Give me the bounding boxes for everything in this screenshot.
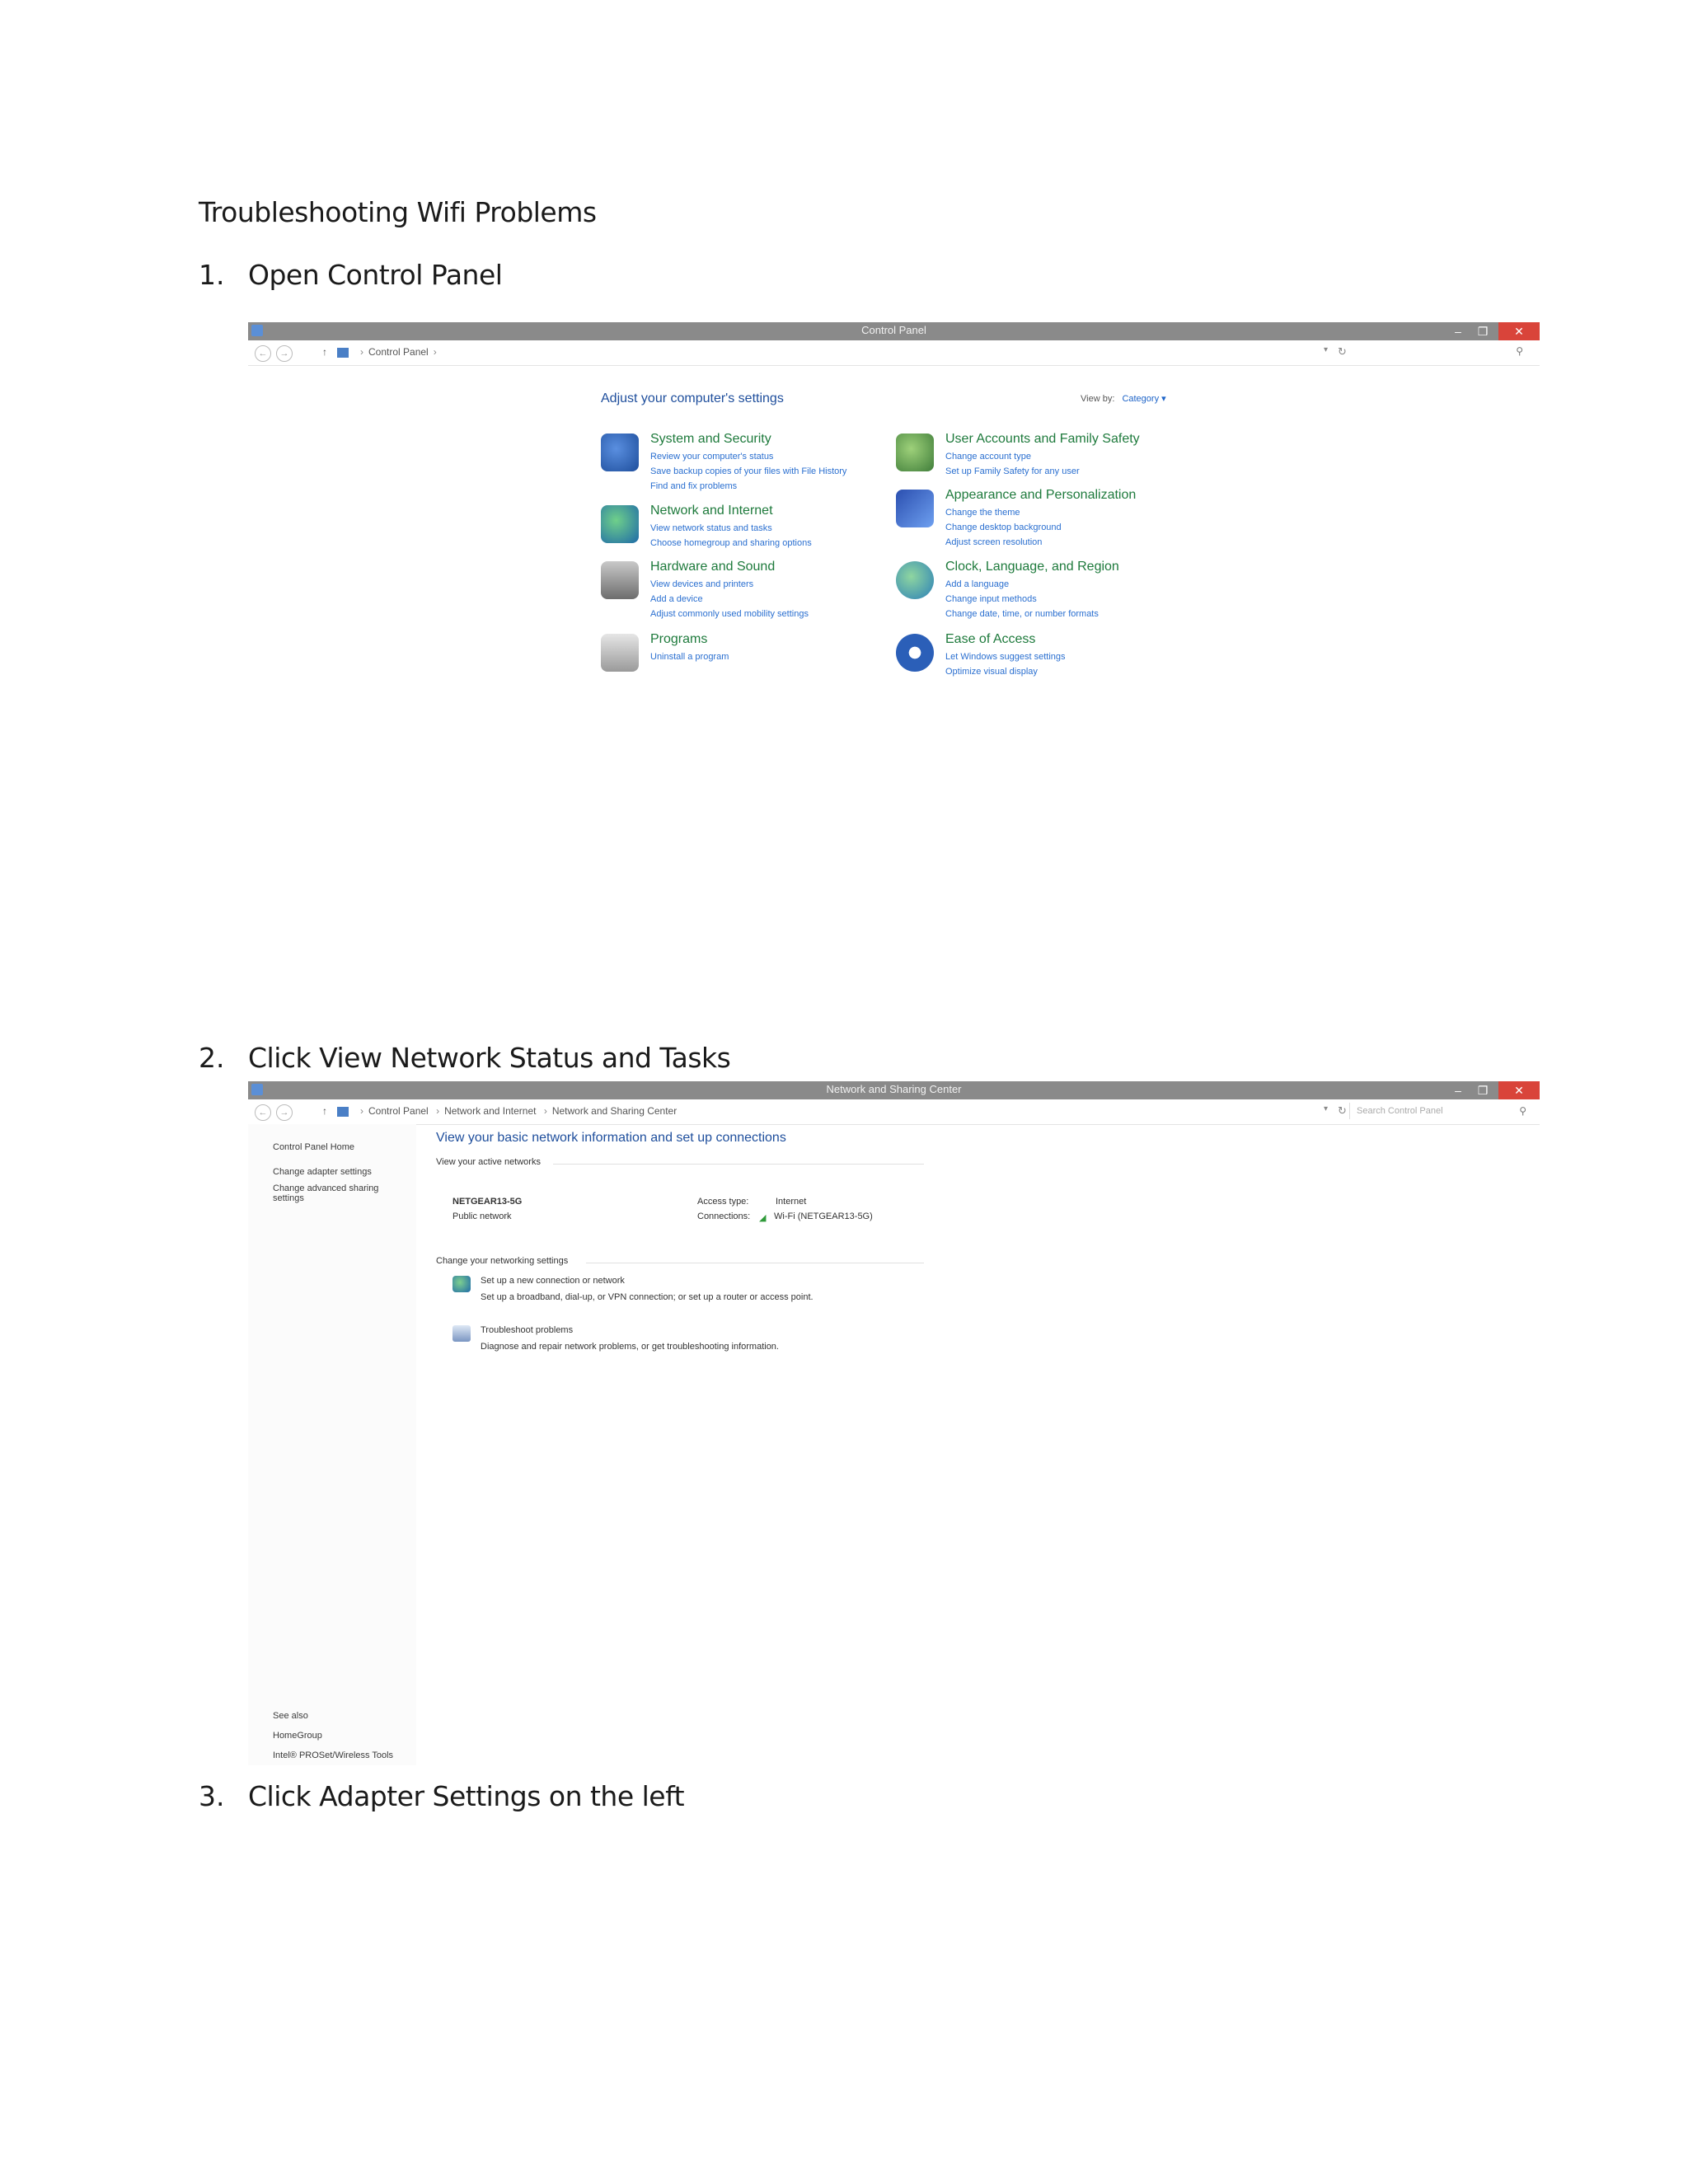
minimize-button[interactable]: –	[1455, 325, 1461, 338]
network-center-address-bar	[248, 1099, 1540, 1125]
connections-label: Connections:	[697, 1212, 751, 1221]
category-link-programs[interactable]: Programs	[650, 632, 708, 646]
sublink-view-network-status[interactable]: View network status and tasks	[650, 523, 772, 533]
sublink-find-fix[interactable]: Find and fix problems	[650, 481, 738, 491]
see-also-heading: See also	[273, 1711, 308, 1721]
access-type-value: Internet	[776, 1197, 807, 1207]
back-arrow-icon[interactable]: ←	[255, 345, 271, 362]
back-arrow-icon[interactable]: ←	[255, 1104, 271, 1121]
new-connection-icon	[452, 1276, 471, 1292]
category-link-clock-language[interactable]: Clock, Language, and Region	[945, 560, 1119, 574]
users-icon	[896, 434, 934, 471]
step-2-text: Click View Network Status and Tasks	[248, 1042, 731, 1074]
step-2-number: 2.	[199, 1042, 225, 1074]
search-placeholder: Search Control Panel	[1357, 1106, 1443, 1116]
minimize-button[interactable]: –	[1455, 1084, 1461, 1097]
category-link-network-internet[interactable]: Network and Internet	[650, 504, 773, 518]
wifi-signal-icon: ◢	[759, 1213, 767, 1223]
sublink-desktop-background[interactable]: Change desktop background	[945, 523, 1062, 532]
sublink-date-time-formats[interactable]: Change date, time, or number formats	[945, 609, 1099, 619]
chevron-down-icon[interactable]: ▾	[1324, 345, 1329, 354]
sublink-screen-resolution[interactable]: Adjust screen resolution	[945, 537, 1043, 547]
setup-connection-link[interactable]: Set up a new connection or network	[481, 1276, 625, 1286]
sublink-add-language[interactable]: Add a language	[945, 579, 1010, 589]
page-heading: Adjust your computer's settings	[601, 391, 784, 405]
sublink-change-account-type[interactable]: Change account type	[945, 452, 1031, 462]
network-name: NETGEAR13-5G	[452, 1197, 523, 1207]
control-panel-window	[248, 322, 1540, 743]
sublink-add-device[interactable]: Add a device	[650, 594, 703, 604]
view-by[interactable]	[1081, 393, 1166, 404]
category-link-appearance[interactable]: Appearance and Personalization	[945, 488, 1137, 502]
troubleshoot-problems-link[interactable]: Troubleshoot problems	[481, 1325, 574, 1335]
control-panel-titlebar	[248, 322, 1540, 340]
category-link-hardware-sound[interactable]: Hardware and Sound	[650, 560, 776, 574]
globe-network-icon	[601, 505, 639, 543]
up-arrow-icon[interactable]: ↑	[322, 346, 327, 358]
sublink-change-theme[interactable]: Change the theme	[945, 508, 1020, 518]
clock-globe-icon	[896, 561, 934, 599]
control-panel-folder-icon	[337, 348, 349, 358]
close-button[interactable]: ✕	[1498, 1081, 1540, 1099]
control-panel-address-bar	[248, 340, 1540, 366]
close-button[interactable]: ✕	[1498, 322, 1540, 340]
search-icon[interactable]: ⚲	[1519, 1105, 1526, 1117]
nav-control-panel-home[interactable]: Control Panel Home	[273, 1142, 355, 1152]
category-link-ease-of-access[interactable]: Ease of Access	[945, 632, 1036, 646]
breadcrumb-network-sharing-center[interactable]: Network and Sharing Center	[551, 1105, 678, 1117]
search-icon[interactable]: ⚲	[1516, 345, 1523, 357]
refresh-icon[interactable]: ↻	[1338, 345, 1347, 358]
active-networks-label: View your active networks	[436, 1157, 541, 1167]
troubleshoot-icon	[452, 1325, 471, 1342]
maximize-button[interactable]: ❐	[1477, 325, 1489, 338]
appearance-icon	[896, 490, 934, 527]
wifi-connection-link[interactable]: Wi-Fi (NETGEAR13-5G)	[774, 1212, 873, 1221]
network-folder-icon	[337, 1107, 349, 1117]
step-3-text: Click Adapter Settings on the left	[248, 1780, 685, 1812]
troubleshoot-description: Diagnose and repair network problems, or get troubleshooting information.	[481, 1342, 779, 1352]
step-1-text: Open Control Panel	[248, 259, 503, 291]
change-settings-label: Change your networking settings	[436, 1256, 569, 1266]
access-type-label: Access type:	[697, 1197, 749, 1207]
sublink-save-backup[interactable]: Save backup copies of your files with File History	[650, 466, 847, 476]
shield-icon	[601, 434, 639, 471]
sublink-homegroup-sharing[interactable]: Choose homegroup and sharing options	[650, 538, 812, 548]
printer-icon	[601, 561, 639, 599]
sublink-mobility-settings[interactable]: Adjust commonly used mobility settings	[650, 609, 809, 619]
sublink-input-methods[interactable]: Change input methods	[945, 594, 1037, 604]
see-also-intel-proset[interactable]: Intel® PROSet/Wireless Tools	[273, 1750, 394, 1760]
up-arrow-icon[interactable]: ↑	[322, 1105, 327, 1117]
nav-advanced-sharing-settings[interactable]: Change advanced sharing settings	[273, 1183, 379, 1203]
sublink-review-status[interactable]: Review your computer's status	[650, 452, 774, 462]
sublink-uninstall-program[interactable]: Uninstall a program	[650, 652, 729, 662]
breadcrumb[interactable]: › Control Panel › Network and Internet › Network and Sharing Center	[360, 1105, 678, 1117]
breadcrumb-control-panel[interactable]: Control Panel	[368, 1105, 429, 1117]
view-by-label: View by:	[1081, 394, 1115, 404]
breadcrumb-network-internet[interactable]: Network and Internet	[444, 1105, 537, 1117]
category-link-user-accounts[interactable]: User Accounts and Family Safety	[945, 432, 1140, 446]
setup-connection-description: Set up a broadband, dial-up, or VPN connection; or set up a router or access point.	[481, 1292, 814, 1302]
maximize-button[interactable]: ❐	[1477, 1084, 1489, 1097]
sublink-devices-printers[interactable]: View devices and printers	[650, 579, 754, 589]
network-type-link[interactable]: Public network	[452, 1212, 512, 1221]
forward-arrow-icon[interactable]: →	[276, 345, 293, 362]
breadcrumb[interactable]: › Control Panel ›	[360, 346, 437, 358]
category-link-system-security[interactable]: System and Security	[650, 432, 771, 446]
breadcrumb-control-panel[interactable]: Control Panel	[368, 346, 429, 358]
sublink-suggest-settings[interactable]: Let Windows suggest settings	[945, 652, 1066, 662]
active-networks-divider	[553, 1164, 924, 1165]
ease-of-access-icon	[896, 634, 934, 672]
see-also-homegroup[interactable]: HomeGroup	[273, 1731, 322, 1741]
network-center-window-title: Network and Sharing Center	[826, 1083, 962, 1095]
document-title: Troubleshooting Wifi Problems	[199, 196, 597, 228]
left-navigation-pane	[248, 1124, 416, 1765]
network-center-window	[248, 1081, 1540, 1765]
search-input[interactable]	[1349, 1103, 1530, 1119]
programs-icon	[601, 634, 639, 672]
sublink-optimize-display[interactable]: Optimize visual display	[945, 667, 1038, 677]
sublink-family-safety[interactable]: Set up Family Safety for any user	[945, 466, 1080, 476]
step-1-number: 1.	[199, 259, 225, 291]
view-by-dropdown[interactable]: Category ▾	[1122, 394, 1166, 404]
forward-arrow-icon[interactable]: →	[276, 1104, 293, 1121]
network-center-titlebar	[248, 1081, 1540, 1099]
chevron-down-icon[interactable]: ▾	[1324, 1104, 1329, 1113]
page-heading: View your basic network information and set up connections	[436, 1131, 786, 1145]
control-panel-window-title: Control Panel	[861, 324, 926, 336]
step-3-number: 3.	[199, 1780, 225, 1812]
refresh-icon[interactable]: ↻	[1338, 1104, 1347, 1117]
nav-change-adapter-settings[interactable]: Change adapter settings	[273, 1167, 372, 1177]
